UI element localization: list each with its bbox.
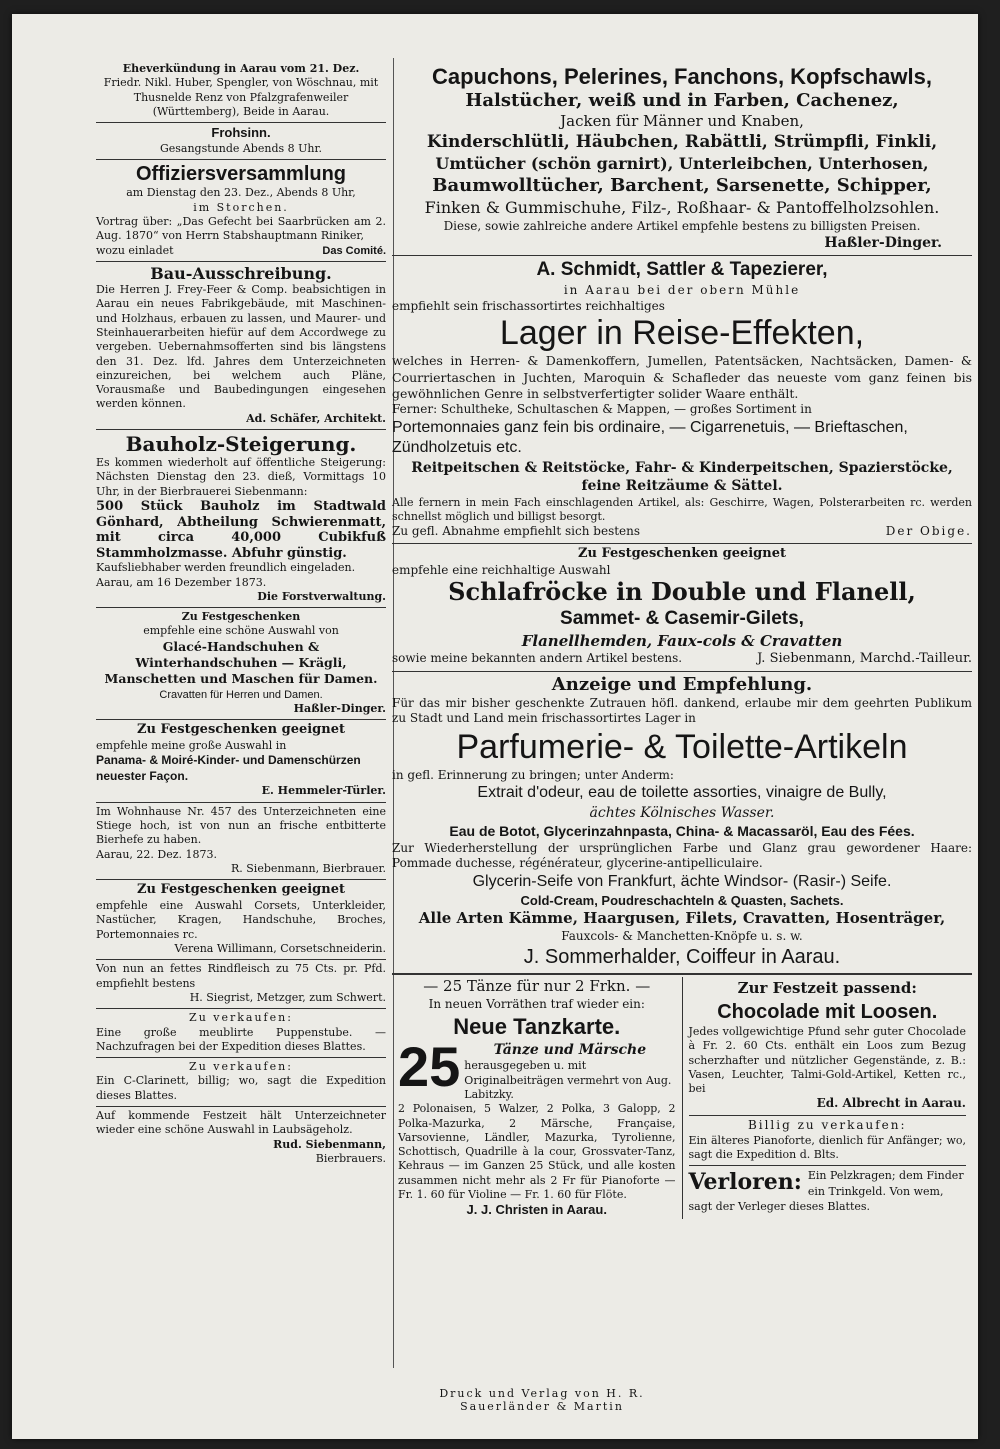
chocolade-ad: [689, 977, 967, 1116]
schmidt-footer: [392, 524, 972, 540]
sommerhalder-intro: Für das mir bisher geschenkte Zutrauen höfl. dankend, erlaube mir dem geehrten Publikum zu Stadt und Land mein frischassortirtes Lager in: [392, 695, 972, 726]
sommerhalder-line3: ächtes Kölnisches Wasser.: [589, 805, 775, 822]
bau-title: Bau-Ausschreibung.: [150, 263, 332, 283]
bottom-row: [392, 974, 972, 1219]
piano-ad: [689, 1116, 967, 1166]
sommerhalder-line7: Cold-Cream, Poudreschachteln & Quasten, Sachets.: [520, 892, 844, 908]
tanzkarte-top: — 25 Tänze für nur 2 Frkn. —: [423, 977, 651, 996]
gloves-ad: [96, 608, 386, 720]
yeast-date: Aarau, 22. Dez. 1873.: [96, 847, 217, 861]
hassler-line5: Umtücher (schön garnirt), Unterleibchen, Unterhosen,: [435, 153, 929, 173]
tanzkarte-big-number: 25: [398, 1035, 461, 1099]
dollhouse-body: Eine große meublirte Puppenstube. — Nachzufragen bei der Expedition dieses Blattes.: [96, 1025, 386, 1053]
frohsinn-ad: [96, 123, 386, 160]
schmidt-sign: Der Obige.: [885, 524, 972, 539]
siebenmann-close: sowie meine bekannten andern Artikel bestens.: [392, 651, 683, 666]
beef-sign: H. Siegrist, Metzger, zum Schwert.: [189, 990, 386, 1004]
sommerhalder-ad: [392, 672, 972, 974]
gloves-sign: Haßler-Dinger.: [293, 701, 386, 715]
tanzkarte-line1: Tänze und Märsche: [493, 1042, 647, 1059]
bauholz-body3: Kaufsliebhaber werden freundlich eingeladen.: [96, 561, 356, 575]
schmidt-headline: Lager in Reise-Effekten,: [499, 314, 865, 353]
corsets-body: empfehle eine Auswahl Corsets, Unterkleider, Nastücher, Kragen, Handschuhe, Broches, Portemonnaies rc.: [96, 899, 386, 941]
tanzkarte-ad: [392, 977, 682, 1219]
clarinet-title: Zu verkaufen:: [189, 1060, 293, 1074]
corsets-title: Zu Festgeschenken geeignet: [137, 882, 345, 898]
dollhouse-ad: [96, 1009, 386, 1058]
schmidt-body5: Alle fernern in mein Fach einschlagenden Artikel, als: Geschirre, Wagen, Polsterarbeiten rc. werden schnellst möglich und billigst besorgt.: [392, 495, 972, 523]
siebenmann-sign: J. Siebenmann, Marchd.-Tailleur.: [757, 651, 972, 667]
sommerhalder-headline: Parfumerie- & Toilette-Artikeln: [456, 727, 908, 766]
right-bottom-stack: [682, 977, 973, 1219]
frohsinn-title: Frohsinn.: [211, 125, 271, 141]
officers-invite: wozu einladet: [96, 243, 174, 257]
gloves-body2: Glacé-Handschuhen & Winterhandschuhen — Krägli, Manschetten und Maschen für Damen.: [104, 638, 378, 687]
aprons-body2: Panama- & Moiré-Kinder- und Damenschürzen neuester Façon.: [96, 753, 361, 783]
bauholz-ad: [96, 430, 386, 608]
bauholz-sign: Die Forstverwaltung.: [257, 589, 386, 603]
sommerhalder-line6: Glycerin-Seife von Frankfurt, ächte Windsor- (Rasir-) Seife.: [472, 872, 892, 890]
tanzkarte-sub: In neuen Vorräthen traf wieder ein:: [428, 996, 645, 1011]
sommerhalder-line8: Alle Arten Kämme, Haargusen, Filets, Cravatten, Hosenträger,: [418, 909, 946, 928]
siebenmann-footer: [392, 651, 972, 668]
siebenmann-intro: empfehle eine reichhaltige Auswahl: [392, 562, 611, 577]
bau-body: Die Herren J. Frey-Feer & Comp. beabsichtigen in Aarau ein neues Fabrikgebäude, mit Maschinen- und Holzhaus, erbauen zu lassen, und Maurer- und Steinhauerarbeiten hiefür auf dem Accordwege zu vergeben. Uebernahmsofferten sind bis längstens den 31. Dez. lfd. Jahres dem Unterzeichneten einzureichen, bei welchem auch Pläne, Vorausmaße und Baubedingungen eingesehen werden können.: [96, 283, 386, 411]
schmidt-intro: empfiehlt sein frischassortirtes reichhaltiges: [392, 298, 665, 313]
printer-imprint: Druck und Verlag von H. R. Sauerländer & Martin: [439, 1387, 645, 1413]
bau-sign: Ad. Schäfer, Architekt.: [246, 411, 386, 425]
hassler-ad: [392, 62, 972, 256]
tanzkarte-sign: J. J. Christen in Aarau.: [466, 1202, 607, 1218]
bauholz-date: Aarau, am 16 Dezember 1873.: [96, 575, 267, 589]
officers-line2: im Storchen.: [193, 200, 289, 214]
bau-ad: [96, 262, 386, 430]
schmidt-ad: [392, 256, 972, 543]
officers-footer: [96, 244, 386, 258]
sommerhalder-sign: J. Sommerhalder, Coiffeur in Aarau.: [523, 946, 841, 969]
bauholz-body2: 500 Stück Bauholz im Stadtwald Gönhard, Abtheilung Schwierenmatt, mit circa 40,000 Cubikfuß Stammholzmasse. Abfuhr günstig.: [96, 498, 386, 561]
left-column: [96, 60, 386, 1166]
yeast-ad: [96, 803, 386, 880]
fretwork-body: Auf kommende Festzeit hält Unterzeichneter wieder eine schöne Auswahl in Laubsägeholz.: [96, 1109, 386, 1137]
newspaper-page: [12, 14, 978, 1439]
corsets-sign: Verena Willimann, Corsetschneiderin.: [174, 942, 386, 956]
sommerhalder-line5: Zur Wiederherstellung der ursprünglichen Farbe und Glanz grau gewordener Haare: Pommade duchesse, régénérateur, glycerine-antipelliculaire.: [392, 840, 972, 871]
piano-body: Ein älteres Pianoforte, dienlich für Anfänger; wo, sagt die Expedition d. Blts.: [688, 1133, 966, 1161]
clarinet-body: Ein C-Clarinett, billig; wo, sagt die Expedition dieses Blattes.: [96, 1074, 386, 1102]
banns-title: Eheverkündung in Aarau vom 21. Dez.: [122, 62, 360, 75]
lost-headline: Verloren:: [688, 1169, 802, 1196]
banns-body: Friedr. Nikl. Huber, Spengler, von Wöschnau, mit Thusnelde Renz von Pfalzgrafenweiler (Württemberg), Beide in Aarau.: [103, 76, 379, 118]
aprons-sign: E. Hemmeler-Türler.: [261, 784, 386, 798]
officers-title: Offiziersversammlung: [135, 163, 347, 186]
clarinet-ad: [96, 1058, 386, 1107]
fretwork-sign2: Bierbrauers.: [315, 1151, 386, 1165]
hassler-sign: Haßler-Dinger.: [824, 235, 942, 252]
hassler-line6: Baumwolltücher, Barchent, Sarsenette, Schipper,: [432, 175, 932, 197]
beef-ad: [96, 960, 386, 1009]
fretwork-sign1: Rud. Siebenmann,: [273, 1137, 386, 1151]
aprons-ad: [96, 720, 386, 803]
gloves-body3: Cravatten für Herren und Damen.: [159, 688, 323, 701]
piano-title: Billig zu verkaufen:: [747, 1118, 907, 1133]
bauholz-title: Bauholz-Steigerung.: [125, 432, 357, 457]
chocolade-sign: Ed. Albrecht in Aarau.: [816, 1096, 966, 1111]
sommerhalder-line1: in gefl. Erinnerung zu bringen; unter Anderm:: [392, 767, 674, 782]
sommerhalder-line9: Fauxcols- & Manchetten-Knöpfe u. s. w.: [561, 928, 803, 943]
lost-ad: [689, 1166, 967, 1215]
aprons-title: Zu Festgeschenken geeignet: [137, 722, 345, 738]
schmidt-sub: in Aarau bei der obern Mühle: [563, 283, 801, 298]
schmidt-body1: welches in Herren- & Damenkoffern, Jumellen, Patentsäcken, Nachtsäcken, Damen- & Courriertaschen in Juchten, Maroquin & Schafleder das neueste vom ganz feinen bis gewöhnlichen Genre in selbstverfertigter solider Waare enthält.: [392, 353, 972, 401]
bauholz-body1: Es kommen wiederholt auf öffentliche Steigerung: Nächsten Dienstag den 23. dieß, Vormittags 10 Uhr, in der Bierbrauerei Siebenmann:: [96, 456, 386, 498]
dollhouse-title: Zu verkaufen:: [189, 1011, 293, 1025]
schmidt-title: A. Schmidt, Sattler & Tapezierer,: [536, 259, 828, 281]
hassler-line2: Halstücher, weiß und in Farben, Cachenez,: [465, 90, 899, 112]
hassler-line1: Capuchons, Pelerines, Fanchons, Kopfschawls,: [431, 64, 932, 89]
banns-ad: [96, 60, 386, 123]
yeast-sign: R. Siebenmann, Bierbrauer.: [231, 861, 386, 875]
aprons-body1: empfehle meine große Auswahl in: [96, 739, 287, 752]
schmidt-close: Zu gefl. Abnahme empfiehlt sich bestens: [392, 524, 641, 539]
hassler-line3: Jacken für Männer und Knaben,: [560, 111, 804, 130]
hassler-line4: Kinderschlütli, Häubchen, Rabättli, Strümpfli, Finkli,: [426, 132, 938, 153]
schmidt-body2: Ferner: Schultheke, Schultaschen & Mappen, — großes Sortiment in: [392, 402, 812, 417]
sommerhalder-line4: Eau de Botot, Glycerinzahnpasta, China- & Macassaröl, Eau des Fées.: [449, 823, 915, 840]
officers-line1: am Dienstag den 23. Dez., Abends 8 Uhr,: [126, 186, 356, 200]
schmidt-body3: Portemonnaies ganz fein bis ordinaire, — Cigarrenetuis, — Brieftaschen, Zündholzetuis etc.: [392, 418, 908, 457]
siebenmann-line3: Flanellhemden, Faux-cols & Cravatten: [521, 631, 843, 650]
beef-body: Von nun an fettes Rindfleisch zu 75 Cts. pr. Pfd. empfiehlt bestens: [96, 962, 386, 990]
chocolade-body: Jedes vollgewichtige Pfund sehr guter Chocolade à Fr. 2. 60 Cts. enthält ein Loos zum Bezug scherzhafter und nützlicher Gegenstände, z. B.: Vasen, Leuchter, Talmi-Gold-Artikel, Ketten rc., bei: [688, 1024, 966, 1096]
hassler-line7: Finken & Gummischuhe, Filz-, Roßhaar- & Pantoffelholzsohlen.: [424, 197, 940, 217]
officers-sign: Das Comité.: [322, 244, 386, 257]
hassler-line8: Diese, sowie zahlreiche andere Artikel empfehle bestens zu billigsten Preisen.: [443, 218, 921, 233]
tanzkarte-body: 2 Polonaisen, 5 Walzer, 2 Polka, 3 Galopp, 2 Polka-Mazurka, 2 Märsche, Française, Varsovienne, Ländler, Mazurka, Tyrolienne, Schottisch, Quadrille à la cour, Grossvater-Tanz, Kehraus — im Ganzen 25 Stück, und alle kosten zusammen nicht mehr als 2 Fr für Pianoforte — Fr. 1. 60 für Violine — Fr. 1. 60 für Flöte.: [398, 1102, 676, 1202]
siebenmann-title: Zu Festgeschenken geeignet: [578, 545, 786, 561]
fretwork-ad: [96, 1107, 386, 1166]
chocolade-headline: Chocolade mit Loosen.: [717, 1000, 938, 1023]
frohsinn-line: Gesangstunde Abends 8 Uhr.: [159, 142, 323, 156]
gloves-title: Zu Festgeschenken: [181, 610, 301, 624]
gloves-body1: empfehle eine schöne Auswahl von: [143, 624, 339, 638]
officers-ad: [96, 160, 386, 261]
corsets-ad: [96, 880, 386, 960]
tanzkarte-headline: Neue Tanzkarte.: [453, 1013, 621, 1039]
siebenmann-line2: Sammet- & Casemir-Gilets,: [560, 608, 804, 630]
schmidt-body4: Reitpeitschen & Reitstöcke, Fahr- & Kinderpeitschen, Spazierstöcke, feine Reitzäume & Sättel.: [411, 460, 953, 495]
officers-body: Vortrag über: „Das Gefecht bei Saarbrücken am 2. Aug. 1870“ von Herrn Stabshauptmann Riniker,: [96, 214, 386, 243]
tanzkarte-line2: herausgegeben u. mit Originalbeiträgen vermehrt von Aug. Labitzky.: [464, 1059, 672, 1101]
yeast-body: Im Wohnhause Nr. 457 des Unterzeichneten eine Stiege hoch, ist von nun an frische entbitterte Bierhefe zu haben.: [96, 804, 386, 847]
right-column: [392, 62, 972, 1219]
sommerhalder-line2: Extrait d'odeur, eau de toilette assorties, vinaigre de Bully,: [477, 784, 887, 802]
siebenmann-ad: [392, 544, 972, 672]
lost-body: Ein Pelzkragen; dem Finder ein Trinkgeld. Von wem, sagt der Verleger dieses Blattes.: [688, 1169, 964, 1214]
sommerhalder-title: Anzeige und Empfehlung.: [551, 674, 813, 696]
siebenmann-headline: Schlafröcke in Double und Flanell,: [448, 577, 916, 607]
chocolade-title: Zur Festzeit passend:: [737, 979, 917, 998]
